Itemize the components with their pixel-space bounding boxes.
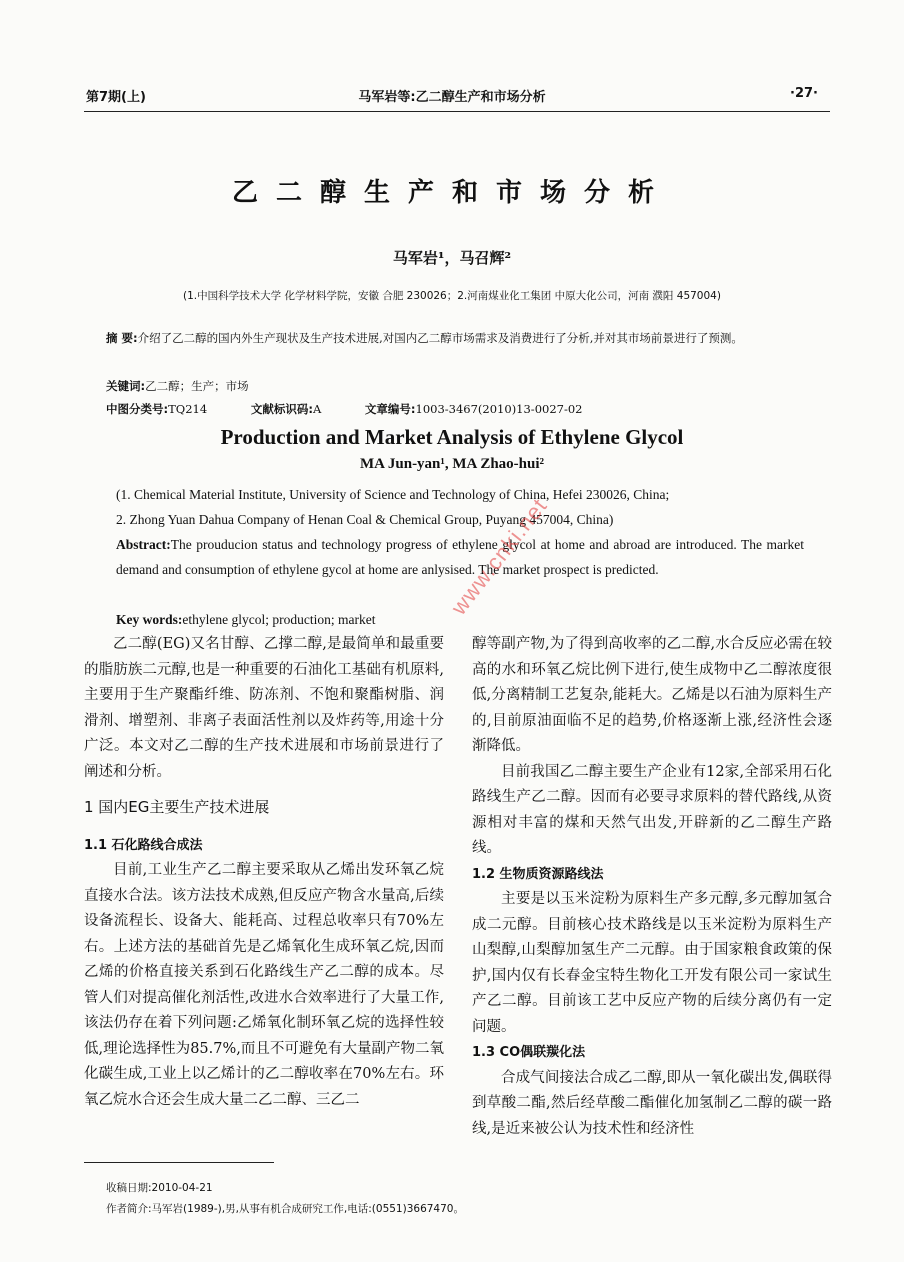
keywords-cn-label: 关键词: bbox=[106, 379, 146, 393]
keywords-en-text: ethylene glycol; production; market bbox=[182, 612, 376, 627]
section-heading-1: 1 国内EG主要生产技术进展 bbox=[84, 798, 270, 816]
page-title-cn: 乙二醇生产和市场分析 bbox=[231, 178, 672, 208]
header-issue: 第7期(上) bbox=[86, 90, 146, 105]
section-heading-1-3: 1.3 CO偶联羰化法 bbox=[472, 1045, 586, 1060]
doc-code-label: 文献标识码: bbox=[250, 402, 313, 416]
paragraph-2: 目前我国乙二醇主要生产企业有12家,全部采用石化路线生产乙二醇。因而有必要寻求原料的替代路线,从资源相对丰富的煤和天然气出发,开辟新的乙二醇生产路线。 bbox=[472, 763, 832, 856]
authors-en: MA Jun-yan¹, MA Zhao-hui² bbox=[359, 456, 545, 472]
abstract-en-label: Abstract: bbox=[116, 537, 171, 552]
keywords-cn-text: 乙二醇；生产；市场 bbox=[145, 379, 249, 393]
affiliation-en-1: (1. Chemical Material Institute, University of Science and Technology of China, Hefei 230026, China; bbox=[116, 487, 670, 502]
abstract-cn-label: 摘 要: bbox=[106, 331, 138, 345]
footnote-author-bio: 作者简介:马军岩(1989-),男,从事有机合成研究工作,电话:(0551)3667470。 bbox=[106, 1203, 464, 1215]
abstract-cn bbox=[106, 328, 806, 348]
abstract-en-text: The prouducion status and technology progress of ethylene glycol at home and abroad are introduced. The market demand and consumption of ethylene gycol at home are anlysised. The market prospect is predicted. bbox=[116, 537, 804, 577]
watermark: www.cnki.net bbox=[446, 493, 553, 620]
intro-paragraph: 乙二醇(EG)又名甘醇、乙撑二醇,是最简单和最重要的脂肪族二元醇,也是一种重要的石油化工基础有机原料,主要用于生产聚酯纤维、防冻剂、不饱和聚酯树脂、润滑剂、增塑剂、非离子表面活性剂以及炸药等,用途十分广泛。本文对乙二醇的生产技术进展和市场前景进行了阐述和分析。 bbox=[84, 636, 444, 780]
paragraph-1-2: 主要是以玉米淀粉为原料生产多元醇,多元醇加氢合成二元醇。目前核心技术路线是以玉米淀粉为原料生产山梨醇,山梨醇加氢生产二元醇。由于国家粮食政策的保护,国内仅有长春金宝特生物化工开发有限公司一家试生产乙二醇。目前该工艺中反应产物的后续分离仍有一定问题。 bbox=[472, 891, 832, 1035]
paragraph-continued: 醇等副产物,为了得到高收率的乙二醇,水合反应必需在较高的水和环氧乙烷比例下进行,使生成物中乙二醇浓度很低,分离精制工艺复杂,能耗大。乙烯是以石油为原料生产的,目前原油面临不足的趋势,价格逐渐上涨,经济性会逐渐降低。 bbox=[472, 636, 832, 754]
keywords-cn bbox=[106, 376, 806, 396]
affiliation-en-2: 2. Zhong Yuan Dahua Company of Henan Coal & Chemical Group, Puyang 457004, China) bbox=[116, 512, 614, 527]
header-page-number: ·27· bbox=[790, 86, 818, 101]
footnote-rule bbox=[84, 1162, 274, 1163]
classification-line bbox=[106, 401, 622, 417]
paragraph-1-1: 目前,工业生产乙二醇主要采取从乙烯出发环氧乙烷直接水合法。该方法技术成熟,但反应产物含水量高,后续设备流程长、设备大、能耗高、过程总收率只有70%左右。上述方法的基础首先是乙烯氧化生成环氧乙烷,因而乙烯的价格直接关系到石化路线生产乙二醇的成本。尽管人们对提高催化剂活性,改进水合效率进行了大量工作,该法仍存在着下列问题:乙烯氧化制环氧乙烷的选择性较低,理论选择性为85.7%,而且不可避免有大量副产物二氧化碳生成,工业上以乙烯计的乙二醇收率在70%左右。环氧乙烷水合还会生成大量二乙二醇、三乙二 bbox=[84, 862, 444, 1108]
affiliation-cn: (1.中国科学技术大学 化学材料学院，安徽 合肥 230026；2.河南煤业化工集团 中原大化公司，河南 濮阳 457004) bbox=[183, 290, 721, 302]
authors-cn: 马军岩¹，马召辉² bbox=[392, 249, 512, 267]
clc-value: TQ214 bbox=[168, 402, 208, 416]
page-title-en: Production and Market Analysis of Ethylene Glycol bbox=[220, 425, 684, 449]
keywords-en-label: Key words: bbox=[116, 612, 183, 627]
header-running-title: 马军岩等:乙二醇生产和市场分析 bbox=[358, 90, 546, 105]
doc-code-value: A bbox=[312, 402, 322, 416]
right-column bbox=[472, 632, 832, 1142]
header-rule bbox=[84, 111, 830, 112]
article-number-label: 文章编号: bbox=[364, 402, 416, 416]
clc-label: 中图分类号: bbox=[106, 402, 169, 416]
footnote-received-date: 收稿日期:2010-04-21 bbox=[106, 1182, 213, 1194]
section-heading-1-1: 1.1 石化路线合成法 bbox=[84, 837, 203, 853]
paragraph-1-3: 合成气间接法合成乙二醇,即从一氧化碳出发,偶联得到草酸二酯,然后经草酸二酯催化加氢制乙二醇的碳一路线,是近来被公认为技术性和经济性 bbox=[472, 1069, 832, 1137]
abstract-en bbox=[116, 532, 804, 582]
section-heading-1-2: 1.2 生物质资源路线法 bbox=[472, 866, 604, 882]
left-column bbox=[84, 632, 444, 1113]
article-number-value: 1003-3467(2010)13-0027-02 bbox=[415, 402, 583, 416]
abstract-cn-text: 介绍了乙二醇的国内外生产现状及生产技术进展,对国内乙二醇市场需求及消费进行了分析,并对其市场前景进行了预测。 bbox=[137, 331, 743, 345]
